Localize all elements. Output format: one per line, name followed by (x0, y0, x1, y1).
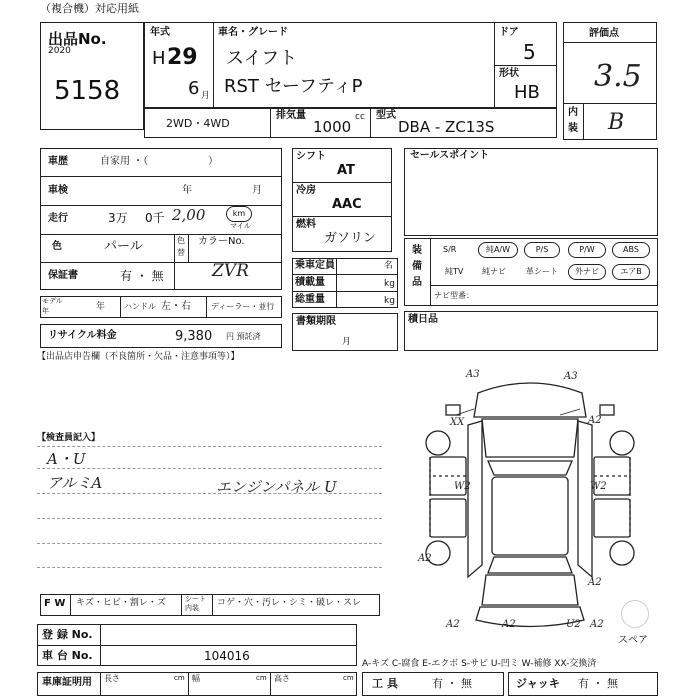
equip-ext-navi: 外ナビ (568, 264, 606, 280)
mark-a2-right: A2 (588, 577, 602, 588)
year-value: 29 (167, 45, 198, 70)
equip-navi: 純ナビ (482, 267, 506, 276)
cert-width: 幅 (192, 674, 200, 683)
lot-label: 出品No. (48, 30, 107, 48)
chassis-label: 車 台 No. (42, 649, 93, 662)
interior-value: B (608, 110, 625, 135)
shape-value: HB (514, 82, 540, 103)
equip-ps: P/S (524, 242, 560, 258)
year-era: H (152, 48, 166, 69)
inspector-label: 【検査員記入】 (37, 433, 101, 443)
equip-awheel: 純A/W (478, 242, 518, 258)
shift-value: AT (337, 163, 355, 178)
fw-seat-items: コゲ・穴・汚レ・シミ・破レ・スレ (217, 598, 362, 608)
equip-label-2: 備 (412, 261, 422, 272)
color-value: パール (104, 239, 143, 254)
equip-tv: 純TV (445, 267, 464, 276)
model-code-value: DBA - ZC13S (398, 118, 495, 136)
docs-label: 書類期限 (296, 316, 336, 327)
mileage-man: 3万 (108, 211, 128, 225)
month-value: 6 (188, 78, 200, 99)
mark-a2-left: A2 (418, 553, 432, 564)
ac-value: AAC (332, 197, 362, 212)
warranty-value: 有 ・ 無 (120, 269, 164, 283)
model-label-2: 年 (42, 307, 49, 315)
cert-width-unit: cm (256, 674, 267, 682)
fw-seat-label-1: シート (185, 595, 206, 603)
spare-circle (621, 600, 649, 628)
inspector-line1: A・U (47, 450, 86, 468)
shift-label: シフト (296, 151, 326, 162)
inspector-line2: アルミA (47, 474, 103, 492)
vehicle-name: スイフト (226, 48, 298, 69)
fuel-label: 燃料 (296, 219, 316, 230)
mileage-value: 2,00 (172, 206, 206, 224)
inspector-line3: エンジンパネル U (216, 478, 337, 496)
color-code: ZVR (212, 261, 249, 281)
mark-w2-right: W2 (590, 481, 607, 492)
registration-label: 登 録 No. (42, 628, 93, 641)
color-label: 色 (52, 241, 62, 252)
gross-label: 総重量 (295, 294, 325, 305)
color-code-label: カラーNo. (198, 236, 245, 247)
chassis-value: 104016 (204, 649, 250, 663)
mileage-sen: 0千 (145, 211, 165, 225)
shape-label: 形状 (499, 68, 519, 79)
tools-value: 有 ・ 無 (432, 677, 472, 690)
legend-text: A-キズ C-腐食 E-エクボ S-サビ U-凹ミ W-補修 XX-交換済 (362, 659, 597, 669)
navi-model-label: ナビ型番： (434, 291, 474, 300)
equip-airbag: エアB (612, 264, 650, 280)
mark-a2-rear-left: A2 (446, 619, 460, 630)
doors-label: ドア (499, 27, 519, 38)
capacity-label: 乗車定員 (295, 260, 335, 271)
mark-a3-left: A3 (466, 369, 480, 380)
equip-leather: 革シート (526, 267, 558, 276)
equip-label-3: 品 (412, 277, 422, 288)
gross-unit: kg (384, 296, 395, 306)
mark-a3-right: A3 (564, 371, 578, 382)
mark-w2-left: W2 (454, 481, 471, 492)
load-unit: kg (384, 279, 395, 289)
trunk (482, 575, 578, 605)
lot-number: 5158 (54, 76, 121, 106)
score-value: 3.5 (594, 59, 642, 94)
color-change-1: 色 (177, 236, 185, 245)
equip-pw: P/W (568, 242, 606, 258)
fw-items: キズ・ヒビ・割レ・ズ (76, 598, 166, 608)
spare-label: スペア (618, 635, 648, 646)
color-change-2: 替 (177, 248, 185, 257)
interior-label-2: 装 (568, 123, 578, 134)
history-label: 車歴 (48, 156, 68, 167)
cert-label: 車庫証明用 (42, 677, 92, 688)
mile-label: マイル (230, 222, 251, 230)
car-diagram (410, 365, 650, 635)
handle-value: 左・右 (161, 301, 191, 312)
warranty-label: 保証書 (48, 270, 78, 281)
fuel-value: ガソリン (324, 231, 377, 246)
cert-height-unit: cm (343, 674, 354, 682)
cert-length-unit: cm (174, 674, 185, 682)
jack-value: 有 ・ 無 (578, 677, 618, 690)
doors-value: 5 (523, 40, 536, 64)
form-title: （複合機）対応用紙 (40, 2, 139, 15)
mileage-label: 走行 (48, 213, 68, 224)
dealer-value: ディーラー・並行 (211, 302, 275, 311)
recycle-unit: 円 預託済 (226, 332, 261, 341)
mark-u2: U2 (566, 619, 581, 630)
docs-month: 月 (342, 337, 352, 347)
interior-label-1: 内 (568, 107, 578, 118)
inspection-label: 車検 (48, 185, 68, 196)
mark-a2-rear-right: A2 (590, 619, 604, 630)
model-year: 年 (96, 302, 106, 312)
mark-xx: XX (450, 417, 465, 428)
name-grade-label: 車名・グレード (218, 27, 288, 38)
recycle-label: リサイクル料金 (48, 330, 117, 341)
load-label: 積載量 (295, 277, 325, 288)
fw-label: F W (44, 598, 66, 609)
equip-abs: ABS (612, 242, 650, 258)
recycle-value: 9,380 (175, 329, 213, 344)
cert-height: 高さ (274, 674, 290, 683)
equip-label-1: 装 (412, 245, 422, 256)
inspection-month: 月 (252, 185, 262, 196)
displacement-value: 1000 (313, 118, 352, 136)
model-code-label: 型式 (376, 110, 396, 121)
displacement-unit: cc (355, 112, 365, 122)
handle-label: ハンドル (124, 302, 156, 311)
model-label-1: モデル (42, 297, 63, 305)
sales-points-box (404, 148, 658, 236)
ac-label: 冷房 (296, 185, 316, 196)
drive-value: 2WD・4WD (166, 117, 230, 130)
month-unit: 月 (201, 91, 211, 101)
equip-sr: S/R (443, 245, 457, 254)
sales-points-label: セールスポイント (410, 150, 490, 161)
mark-a2-front: A2 (588, 415, 602, 426)
fw-seat-label-2: 内装 (185, 604, 199, 612)
score-label: 評価点 (589, 28, 619, 39)
roof (492, 477, 568, 555)
loaded-box (404, 311, 658, 351)
mark-a2-rear-mid: A2 (502, 619, 516, 630)
capacity-unit: 名 (384, 261, 394, 271)
lot-year-tag: 2020 (48, 46, 71, 56)
tools-label: 工 具 (372, 677, 398, 690)
year-label: 年式 (150, 27, 170, 38)
inspection-year: 年 (182, 185, 192, 196)
cert-length: 長さ (104, 674, 120, 683)
hood (482, 419, 578, 457)
loaded-label: 積日品 (408, 314, 438, 325)
jack-label: ジャッキ (516, 677, 560, 690)
vehicle-grade: RST セーフティP (224, 76, 363, 97)
displacement-label: 排気量 (276, 110, 306, 121)
seller-notes-label: 【出品店申告欄（不良箇所・欠品・注意事項等）】 (37, 352, 240, 362)
history-value: 自家用 ・（ ） (100, 156, 219, 167)
km-circle: km (226, 206, 252, 222)
